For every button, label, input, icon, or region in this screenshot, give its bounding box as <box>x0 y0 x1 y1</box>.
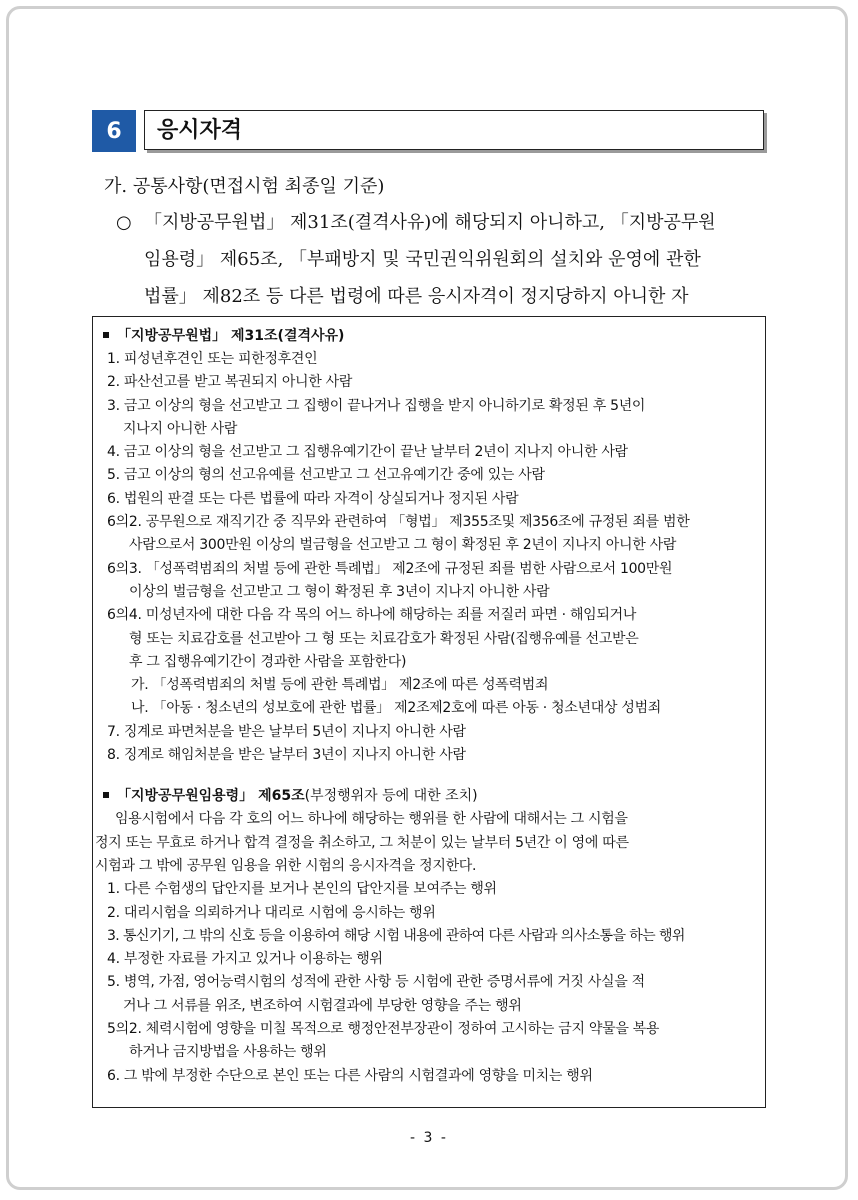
section-title: 응시자격 <box>144 110 764 150</box>
intro-line: 시험과 그 밖에 공무원 임용을 위한 시험의 응시자격을 정지한다. <box>95 857 477 874</box>
page-number: - 3 - <box>410 1130 448 1146</box>
section-number: 6 <box>92 110 136 152</box>
list-item: 4. 금고 이상의 형을 선고받고 그 집행유예기간이 끝난 날부터 2년이 지나지 아니한 사람 <box>107 444 628 461</box>
intro-line: 정지 또는 무효로 하거나 합격 결정을 취소하고, 그 처분이 있는 날부터 5년간 이 영에 따른 <box>95 834 629 851</box>
list-item: 2. 파산선고를 받고 복권되지 아니한 사람 <box>107 374 353 391</box>
list-item: 6의2. 공무원으로 재직기간 중 직무와 관련하여 「형법」 제355조및 제356조에 규정된 죄를 범한 <box>107 514 690 531</box>
law-excerpt-box <box>92 316 766 1108</box>
sub-list-item: 나. 「아동 · 청소년의 성보호에 관한 법률」 제2조제2호에 따른 아동 · 청소년대상 성범죄 <box>131 700 662 717</box>
circle-bullet-icon: ○ <box>116 212 132 233</box>
list-item: 3. 금고 이상의 형을 선고받고 그 집행이 끝나거나 집행을 받지 아니하기로 확정된 후 5년이 <box>107 397 646 414</box>
square-bullet-icon <box>103 332 109 338</box>
subheading: 가. 공통사항(면접시험 최종일 기준) <box>104 176 385 197</box>
law1-heading <box>93 325 767 348</box>
list-item: 8. 징계로 해임처분을 받은 날부터 3년이 지나지 아니한 사람 <box>107 747 466 764</box>
list-item: 2. 대리시험을 의뢰하거나 대리로 시험에 응시하는 행위 <box>107 904 436 921</box>
list-item: 5. 금고 이상의 형의 선고유예를 선고받고 그 선고유예기간 중에 있는 사람 <box>107 467 545 484</box>
list-item-continuation: 사람으로서 300만원 이상의 벌금형을 선고받고 그 형이 확정된 후 2년이 지나지 아니한 사람 <box>129 537 677 554</box>
section-heading <box>92 110 765 152</box>
paragraph-line: 「지방공무원법」 제31조(결격사유)에 해당되지 아니하고, 「지방공무원 <box>144 212 716 233</box>
list-item-continuation: 하거나 금지방법을 사용하는 행위 <box>129 1044 327 1061</box>
list-item: 6의3. 「성폭력범죄의 처벌 등에 관한 특례법」 제2조에 규정된 죄를 범한 사람으로서 100만원 <box>107 560 673 577</box>
list-item-continuation: 후 그 집행유예기간이 경과한 사람을 포함한다) <box>129 653 407 670</box>
list-item-continuation: 지나지 아니한 사람 <box>123 420 238 437</box>
list-item: 1. 다른 수험생의 답안지를 보거나 본인의 답안지를 보여주는 행위 <box>107 881 497 898</box>
list-item-continuation: 형 또는 치료감호를 선고받아 그 형 또는 치료감호가 확정된 사람(집행유예를 선고받은 <box>129 630 639 647</box>
list-item: 1. 피성년후견인 또는 피한정후견인 <box>107 351 318 367</box>
law2-title: 「지방공무원임용령」 제65조 <box>117 788 305 805</box>
list-item: 6. 법원의 판결 또는 다른 법률에 따라 자격이 상실되거나 정지된 사람 <box>107 490 519 507</box>
list-item-continuation: 이상의 벌금형을 선고받고 그 형이 확정된 후 3년이 지나지 아니한 사람 <box>129 583 550 600</box>
list-item: 6의4. 미성년자에 대한 다음 각 목의 어느 하나에 해당하는 죄를 저질러 파면 · 해임되거나 <box>107 607 637 624</box>
paragraph-line: 법률」 제82조 등 다른 법령에 따른 응시자격이 정지당하지 아니한 자 <box>144 286 689 307</box>
list-item: 5의2. 체력시험에 영향을 미칠 목적으로 행정안전부장관이 정하여 고시하는 금지 약물을 복용 <box>107 1021 660 1038</box>
list-item-continuation: 거나 그 서류를 위조, 변조하여 시험결과에 부당한 영향을 주는 행위 <box>123 997 522 1014</box>
intro-line: 임용시험에서 다음 각 호의 어느 하나에 해당하는 행위를 한 사람에 대해서는 그 시험을 <box>115 811 628 828</box>
list-item: 7. 징계로 파면처분을 받은 날부터 5년이 지나지 아니한 사람 <box>107 723 466 740</box>
list-item: 5. 병역, 가점, 영어능력시험의 성적에 관한 사항 등 시험에 관한 증명서류에 거짓 사실을 적 <box>107 974 645 991</box>
list-item: 4. 부정한 자료를 가지고 있거나 이용하는 행위 <box>107 951 383 968</box>
law1-title: 「지방공무원법」 제31조(결격사유) <box>117 328 345 344</box>
square-bullet-icon <box>103 792 109 798</box>
paragraph-line: 임용령」 제65조, 「부패방지 및 국민권익위원회의 설치와 운영에 관한 <box>144 249 701 270</box>
eligibility-paragraph <box>116 204 776 315</box>
list-item: 3. 통신기기, 그 밖의 신호 등을 이용하여 해당 시험 내용에 관하여 다른 사람과 의사소통을 하는 행위 <box>107 927 685 944</box>
law2-heading <box>93 785 767 808</box>
list-item: 6. 그 밖에 부정한 수단으로 본인 또는 다른 사람의 시험결과에 영향을 미치는 행위 <box>107 1067 593 1084</box>
sub-list-item: 가. 「성폭력범죄의 처벌 등에 관한 특례법」 제2조에 따른 성폭력범죄 <box>131 677 549 694</box>
law2-title-suffix: (부정행위자 등에 대한 조치) <box>304 788 478 805</box>
